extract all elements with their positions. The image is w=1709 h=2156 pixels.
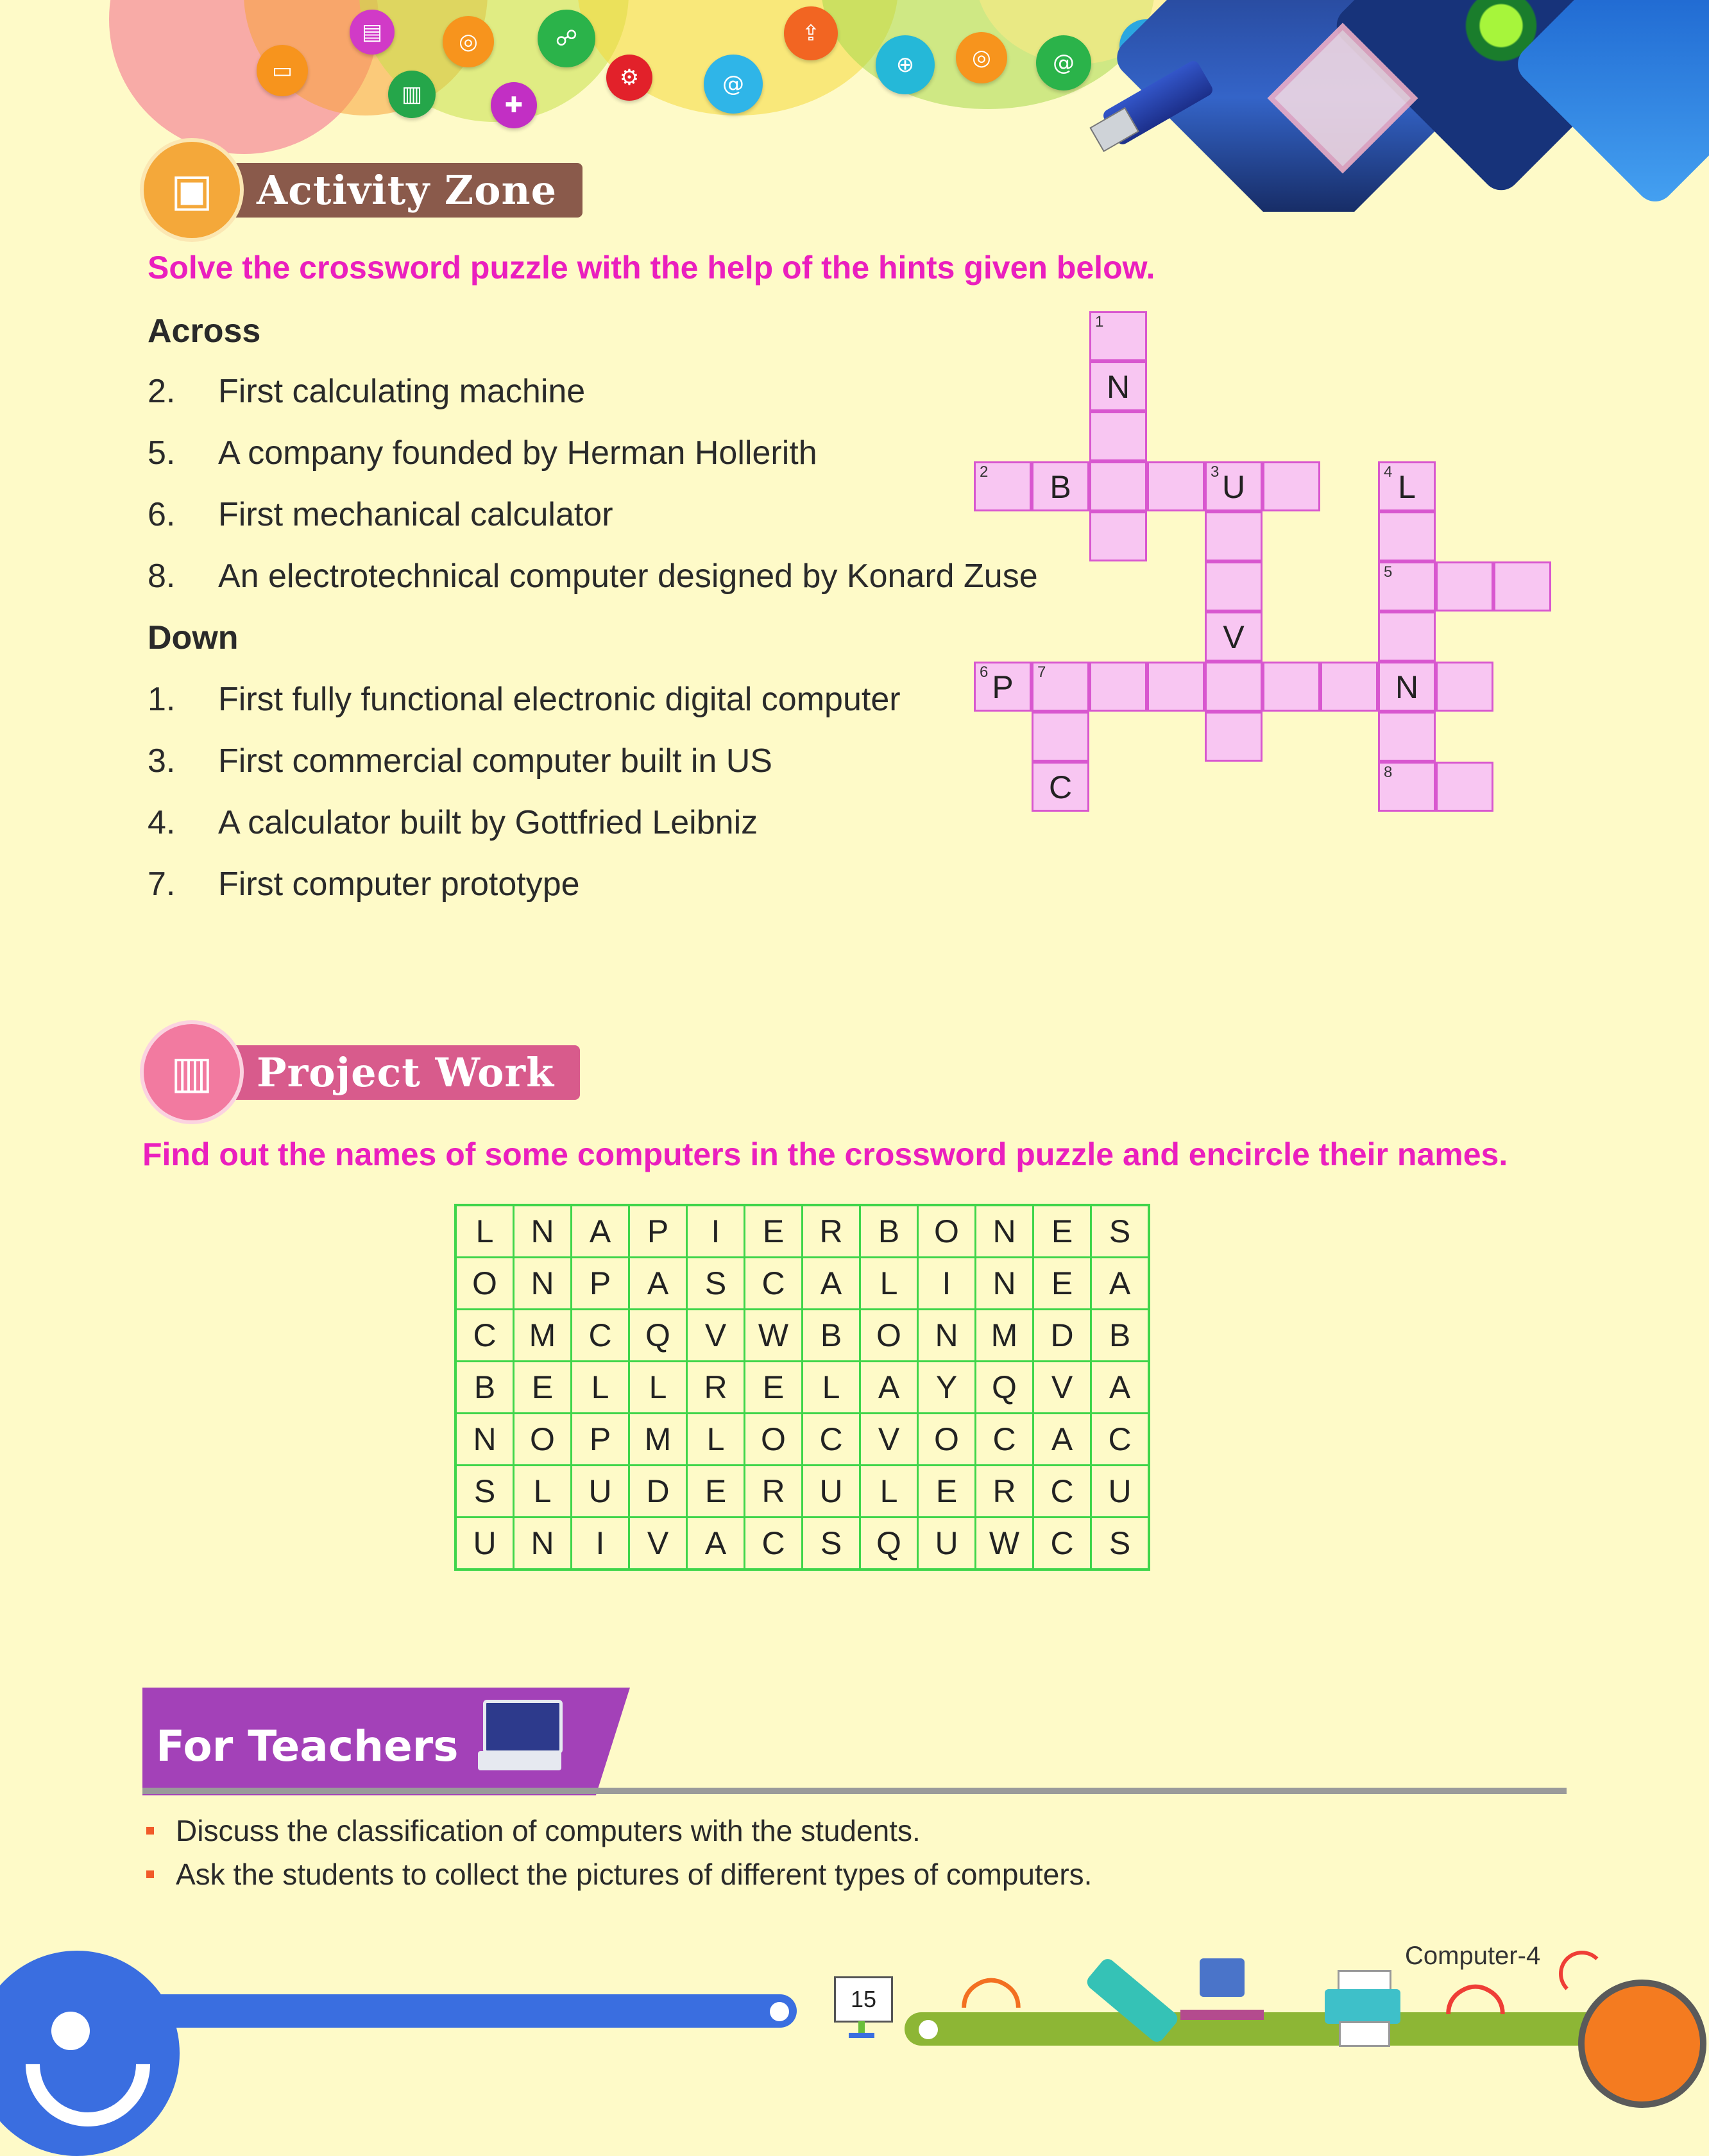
crossword-cell-number: 1 [1095,313,1104,330]
crossword-cell-number: 8 [1384,764,1393,781]
word-search-cell[interactable]: A [1091,1362,1150,1414]
at-icon: @ [704,55,763,114]
crossword-cell[interactable] [1032,762,1089,812]
word-search-cell[interactable]: E [687,1466,745,1518]
crossword-cell-number: 3 [1211,463,1220,481]
word-search-cell[interactable]: A [860,1362,918,1414]
word-search-row [455,1466,1149,1518]
crossword-cell-number: 6 [980,663,989,681]
word-search-cell[interactable]: B [1091,1310,1150,1362]
word-search-cell[interactable]: E [918,1466,976,1518]
crossword-cell[interactable] [1436,561,1493,612]
word-search-row [455,1362,1149,1414]
crossword-cell[interactable] [1205,561,1263,612]
crossword-cell-number: 5 [1384,563,1393,581]
crossword-cell-number: 2 [980,463,989,481]
network-icon: ☍ [538,10,595,67]
word-search-cell[interactable]: N [976,1205,1033,1258]
crossword-cell[interactable] [1089,311,1147,361]
crossword-cell[interactable] [1378,712,1436,762]
crossword-cell[interactable] [1147,461,1205,511]
crossword-cell-number: 4 [1384,463,1393,481]
word-search-cell[interactable]: L [514,1466,572,1518]
word-search-cell[interactable]: C [1033,1466,1091,1518]
wifi-icon: ◠ [1441,1964,1509,2053]
word-search-cell[interactable]: S [803,1518,860,1570]
word-search-cell[interactable]: V [1033,1362,1091,1414]
word-search-cell[interactable]: R [976,1466,1033,1518]
crossword-cell-letter: P [992,669,1014,705]
word-search-cell[interactable]: A [629,1258,687,1310]
word-search-row [455,1414,1149,1466]
across-clue: 2. First calculating machine [148,373,586,410]
across-clue: 6. First mechanical calculator [148,496,613,533]
crossword-cell-letter: N [1395,669,1419,705]
crossword-cell[interactable] [1378,612,1436,662]
down-heading: Down [148,619,239,656]
crossword-cell[interactable] [1205,511,1263,561]
folder-icon: ▤ [350,10,395,55]
word-search-cell[interactable]: E [1033,1258,1091,1310]
word-search-cell[interactable]: E [1033,1205,1091,1258]
footer-bar-dot [770,2002,789,2021]
crossword-cell[interactable] [1032,662,1089,712]
crossword-cell[interactable] [1089,461,1147,511]
crossword-cell[interactable] [1493,561,1551,612]
crossword-cell[interactable] [1032,712,1089,762]
word-search-cell[interactable]: C [976,1414,1033,1466]
word-search-cell[interactable]: Q [976,1362,1033,1414]
crossword-cell[interactable] [1320,662,1378,712]
word-search-cell[interactable]: V [860,1414,918,1466]
crossword-cell[interactable] [974,461,1032,511]
word-search-cell[interactable]: I [572,1518,629,1570]
word-search-cell[interactable]: R [687,1362,745,1414]
word-search-cell[interactable]: D [629,1466,687,1518]
crossword-cell-letter: V [1223,619,1245,655]
word-search-cell[interactable]: Q [629,1310,687,1362]
word-search-cell[interactable]: I [687,1205,745,1258]
word-search-cell[interactable]: L [455,1205,514,1258]
globe-icon: ⊕ [876,35,935,94]
word-search-cell[interactable]: O [455,1258,514,1310]
word-search-grid [454,1204,1150,1571]
project-work-title: Project Work [225,1045,580,1100]
word-search-cell[interactable]: N [514,1518,572,1570]
activity-zone-title: Activity Zone [225,163,582,218]
project-badge-icon: ▥ [140,1020,244,1124]
word-search-cell[interactable]: O [745,1414,803,1466]
word-search-cell[interactable]: A [572,1205,629,1258]
word-search-cell[interactable]: W [976,1518,1033,1570]
word-search-cell[interactable]: C [803,1414,860,1466]
word-search-cell[interactable]: P [572,1414,629,1466]
project-work-heading [140,1020,580,1124]
crossword-cell[interactable] [1263,662,1320,712]
word-search-cell[interactable]: O [918,1205,976,1258]
crossword-cell[interactable] [1205,662,1263,712]
across-clue: 8. An electrotechnical computer designed by Konard Zuse [148,558,1038,595]
word-search-row [455,1518,1149,1570]
word-search-cell[interactable]: M [976,1310,1033,1362]
word-search-cell[interactable]: V [687,1310,745,1362]
word-search-cell[interactable]: B [803,1310,860,1362]
word-search-cell[interactable]: L [687,1414,745,1466]
word-search-cell[interactable]: L [803,1362,860,1414]
crossword-cell-letter: L [1398,469,1416,505]
teachers-title: For Teachers [156,1722,459,1771]
word-search-cell[interactable]: S [1091,1518,1150,1570]
word-search-cell[interactable]: N [514,1258,572,1310]
page-number-box: 15 [834,1976,893,2023]
word-search-cell[interactable]: S [1091,1205,1150,1258]
word-search-cell[interactable]: U [918,1518,976,1570]
word-search-cell[interactable]: C [1091,1414,1150,1466]
word-search-cell[interactable]: R [803,1205,860,1258]
crossword-cell[interactable] [1378,662,1436,712]
teachers-divider [142,1788,1567,1794]
word-search-cell[interactable]: V [629,1518,687,1570]
crossword-cell[interactable] [1089,411,1147,461]
crossword-cell-letter: U [1221,469,1246,505]
word-search-cell[interactable]: A [803,1258,860,1310]
crossword-cell-number: 7 [1037,663,1046,681]
word-search-cell[interactable]: O [918,1414,976,1466]
crossword-cell[interactable] [1147,662,1205,712]
crossword-cell[interactable] [1378,561,1436,612]
activity-badge-icon: ▣ [140,138,244,242]
word-search-cell[interactable]: C [455,1310,514,1362]
mouse-icon: ◎ [443,16,494,67]
word-search-cell[interactable]: M [629,1414,687,1466]
crossword-cell[interactable] [1205,712,1263,762]
crossword-cell-letter: B [1050,469,1071,505]
word-search-cell[interactable]: E [514,1362,572,1414]
project-instruction: Find out the names of some computers in the crossword puzzle and encircle their names. [142,1136,1508,1172]
word-search-cell[interactable]: A [1033,1414,1091,1466]
word-search-cell[interactable]: L [860,1258,918,1310]
word-search-cell[interactable]: B [860,1205,918,1258]
word-search-cell[interactable]: N [918,1310,976,1362]
word-search-cell[interactable]: R [745,1466,803,1518]
crossword-grid [974,311,1555,821]
crossword-cell[interactable] [1263,461,1320,511]
crossword-cell[interactable] [1378,511,1436,561]
crossword-cell[interactable] [1436,762,1493,812]
word-search-cell[interactable]: B [455,1362,514,1414]
word-search-cell[interactable]: U [803,1466,860,1518]
crossword-cell-letter: C [1048,769,1073,805]
word-search-cell[interactable]: P [572,1258,629,1310]
word-search-cell[interactable]: U [455,1518,514,1570]
word-search-cell[interactable]: N [976,1258,1033,1310]
word-search-cell[interactable]: L [860,1466,918,1518]
wifi-icon: ◠ [957,1957,1025,2046]
word-search-row [455,1258,1149,1310]
word-search-cell[interactable]: U [572,1466,629,1518]
crossword-cell[interactable] [974,662,1032,712]
crossword-cell[interactable] [1205,612,1263,662]
word-search-cell[interactable]: L [572,1362,629,1414]
activity-instruction: Solve the crossword puzzle with the help of the hints given below. [148,250,1155,286]
word-search-cell[interactable]: D [1033,1310,1091,1362]
footer-logo [0,1951,180,2156]
down-clue: 1. First fully functional electronic digital computer [148,681,901,718]
down-clue: 7. First computer prototype [148,866,580,903]
crossword-cell[interactable] [1378,461,1436,511]
page-number-base [849,2033,874,2038]
down-clue: 3. First commercial computer built in US [148,742,772,780]
word-search-row [455,1205,1149,1258]
satellite-signal-icon [1559,1951,1605,1997]
teachers-item: Discuss the classification of computers with the students. [146,1813,921,1848]
at-icon: @ [1036,35,1091,90]
word-search-cell[interactable]: C [745,1518,803,1570]
word-search-cell[interactable]: Y [918,1362,976,1414]
desk-worker-icon [1180,1958,1264,2048]
crossword-cell[interactable] [1032,461,1089,511]
activity-zone-heading [140,138,582,242]
word-search-cell[interactable]: I [918,1258,976,1310]
word-search-cell[interactable]: A [1091,1258,1150,1310]
across-clue: 5. A company founded by Herman Hollerith [148,434,817,472]
mouse-icon: ◎ [956,32,1007,83]
word-search-cell[interactable]: N [514,1205,572,1258]
book-label: Computer-4 [1405,1942,1541,1970]
word-search-cell[interactable]: S [687,1258,745,1310]
word-search-cell[interactable]: Q [860,1518,918,1570]
gear-icon: ⚙ [606,55,652,101]
chart-icon: ▥ [388,71,436,118]
footer-bar-left [115,1994,797,2028]
teachers-item: Ask the students to collect the pictures of different types of computers. [146,1857,1092,1892]
word-search-cell[interactable]: S [455,1466,514,1518]
word-search-cell[interactable]: E [745,1205,803,1258]
upload-icon: ⇪ [784,6,838,60]
across-heading: Across [148,312,261,350]
crossword-cell[interactable] [1378,762,1436,812]
gamepad-icon: ✚ [491,82,537,128]
word-search-cell[interactable]: A [687,1518,745,1570]
word-search-cell[interactable]: C [1033,1518,1091,1570]
crossword-cell-letter: N [1106,369,1130,405]
word-search-cell[interactable]: O [514,1414,572,1466]
down-clue: 4. A calculator built by Gottfried Leibniz [148,804,758,841]
word-search-cell[interactable]: U [1091,1466,1150,1518]
crossword-cell[interactable] [1089,662,1147,712]
laptop-hands-icon [478,1697,561,1781]
word-search-cell[interactable]: P [629,1205,687,1258]
page-number-stand [858,2021,865,2034]
word-search-cell[interactable]: O [860,1310,918,1362]
word-search-cell[interactable]: C [572,1310,629,1362]
word-search-cell[interactable]: E [745,1362,803,1414]
word-search-cell[interactable]: L [629,1362,687,1414]
word-search-cell[interactable]: W [745,1310,803,1362]
footer-bar-right-dot [919,2020,938,2039]
word-search-cell[interactable]: N [455,1414,514,1466]
word-search-row [455,1310,1149,1362]
crossword-cell[interactable] [1205,461,1263,511]
word-search-cell[interactable]: C [745,1258,803,1310]
crossword-cell[interactable] [1089,361,1147,411]
crossword-cell[interactable] [1089,511,1147,561]
satellite-dish-icon [1578,1980,1706,2108]
printer-icon [1325,1970,1400,2041]
word-search-cell[interactable]: M [514,1310,572,1362]
crossword-cell[interactable] [1436,662,1493,712]
monitor-icon: ▭ [257,45,308,96]
